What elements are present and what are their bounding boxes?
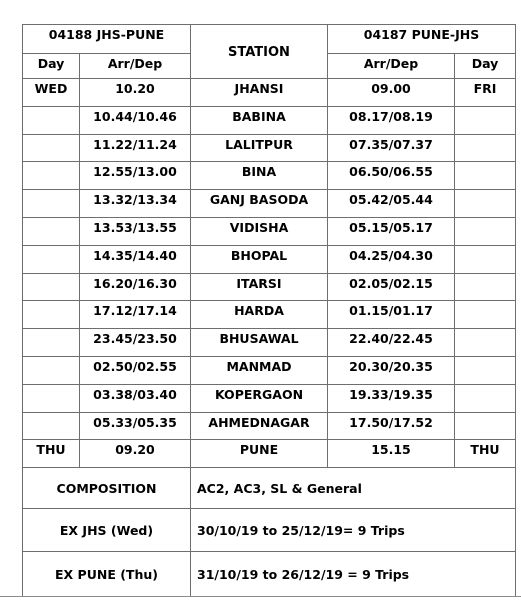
time-up-cell: 05.42/05.44	[328, 190, 455, 218]
table-row	[23, 412, 516, 440]
arrdep-down-header: Arr/Dep	[80, 54, 191, 79]
time-down-cell: 09.20	[80, 440, 191, 468]
ex-jhs-label: EX JHS (Wed)	[23, 509, 191, 552]
time-down-cell: 23.45/23.50	[80, 329, 191, 357]
station-cell: BHOPAL	[191, 245, 328, 273]
station-cell: BHUSAWAL	[191, 329, 328, 357]
ex-pune-label: EX PUNE (Thu)	[23, 552, 191, 597]
time-up-cell: 22.40/22.45	[328, 329, 455, 357]
day-down-cell	[23, 217, 80, 245]
header-row-trains	[23, 25, 516, 54]
timetable	[22, 24, 516, 597]
time-up-cell: 17.50/17.52	[328, 412, 455, 440]
time-up-cell: 09.00	[328, 79, 455, 107]
time-down-cell: 12.55/13.00	[80, 162, 191, 190]
day-up-cell: FRI	[455, 79, 516, 107]
station-cell: HARDA	[191, 301, 328, 329]
day-down-cell: WED	[23, 79, 80, 107]
day-up-cell	[455, 384, 516, 412]
time-down-cell: 14.35/14.40	[80, 245, 191, 273]
day-down-cell	[23, 273, 80, 301]
table-row	[23, 162, 516, 190]
ex-pune-row	[23, 552, 516, 597]
day-up-cell	[455, 301, 516, 329]
composition-row	[23, 468, 516, 509]
day-up-cell	[455, 412, 516, 440]
day-up-cell	[455, 106, 516, 134]
table-row	[23, 356, 516, 384]
time-down-cell: 10.20	[80, 79, 191, 107]
arrdep-up-header: Arr/Dep	[328, 54, 455, 79]
table-row	[23, 190, 516, 218]
day-down-cell	[23, 384, 80, 412]
table-row	[23, 217, 516, 245]
day-up-cell	[455, 273, 516, 301]
time-up-cell: 04.25/04.30	[328, 245, 455, 273]
table-row	[23, 329, 516, 357]
day-down-cell	[23, 245, 80, 273]
station-header: STATION	[191, 25, 328, 79]
time-up-cell: 20.30/20.35	[328, 356, 455, 384]
table-row	[23, 440, 516, 468]
table-row	[23, 79, 516, 107]
table-row	[23, 301, 516, 329]
station-cell: GANJ BASODA	[191, 190, 328, 218]
table-row	[23, 245, 516, 273]
station-cell: AHMEDNAGAR	[191, 412, 328, 440]
ex-pune-value: 31/10/19 to 26/12/19 = 9 Trips	[191, 552, 516, 597]
composition-label: COMPOSITION	[23, 468, 191, 509]
time-down-cell: 05.33/05.35	[80, 412, 191, 440]
day-down-cell	[23, 106, 80, 134]
time-up-cell: 08.17/08.19	[328, 106, 455, 134]
timetable-container	[22, 24, 500, 597]
time-down-cell: 03.38/03.40	[80, 384, 191, 412]
table-row	[23, 273, 516, 301]
time-up-cell: 07.35/07.37	[328, 134, 455, 162]
time-up-cell: 19.33/19.35	[328, 384, 455, 412]
day-down-cell	[23, 412, 80, 440]
composition-value: AC2, AC3, SL & General	[191, 468, 516, 509]
day-up-cell	[455, 356, 516, 384]
day-down-cell	[23, 301, 80, 329]
table-row	[23, 384, 516, 412]
station-cell: BINA	[191, 162, 328, 190]
time-up-cell: 06.50/06.55	[328, 162, 455, 190]
day-up-cell	[455, 329, 516, 357]
station-cell: VIDISHA	[191, 217, 328, 245]
time-down-cell: 13.53/13.55	[80, 217, 191, 245]
day-up-cell	[455, 162, 516, 190]
day-down-cell: THU	[23, 440, 80, 468]
day-down-cell	[23, 190, 80, 218]
station-cell: MANMAD	[191, 356, 328, 384]
train-up-header: 04187 PUNE-JHS	[328, 25, 516, 54]
day-down-header: Day	[23, 54, 80, 79]
day-up-cell	[455, 190, 516, 218]
station-cell: PUNE	[191, 440, 328, 468]
station-cell: KOPERGAON	[191, 384, 328, 412]
time-up-cell: 15.15	[328, 440, 455, 468]
time-down-cell: 17.12/17.14	[80, 301, 191, 329]
day-up-cell	[455, 245, 516, 273]
ex-jhs-value: 30/10/19 to 25/12/19= 9 Trips	[191, 509, 516, 552]
time-down-cell: 10.44/10.46	[80, 106, 191, 134]
time-down-cell: 16.20/16.30	[80, 273, 191, 301]
time-down-cell: 13.32/13.34	[80, 190, 191, 218]
train-down-header: 04188 JHS-PUNE	[23, 25, 191, 54]
time-down-cell: 11.22/11.24	[80, 134, 191, 162]
station-cell: BABINA	[191, 106, 328, 134]
time-up-cell: 05.15/05.17	[328, 217, 455, 245]
day-down-cell	[23, 329, 80, 357]
station-cell: ITARSI	[191, 273, 328, 301]
page-bottom-divider	[0, 596, 521, 597]
day-up-cell	[455, 217, 516, 245]
time-up-cell: 02.05/02.15	[328, 273, 455, 301]
day-up-cell: THU	[455, 440, 516, 468]
day-up-cell	[455, 134, 516, 162]
time-down-cell: 02.50/02.55	[80, 356, 191, 384]
station-cell: JHANSI	[191, 79, 328, 107]
day-down-cell	[23, 134, 80, 162]
day-up-header: Day	[455, 54, 516, 79]
day-down-cell	[23, 356, 80, 384]
day-down-cell	[23, 162, 80, 190]
station-cell: LALITPUR	[191, 134, 328, 162]
time-up-cell: 01.15/01.17	[328, 301, 455, 329]
ex-jhs-row	[23, 509, 516, 552]
table-row	[23, 134, 516, 162]
table-row	[23, 106, 516, 134]
